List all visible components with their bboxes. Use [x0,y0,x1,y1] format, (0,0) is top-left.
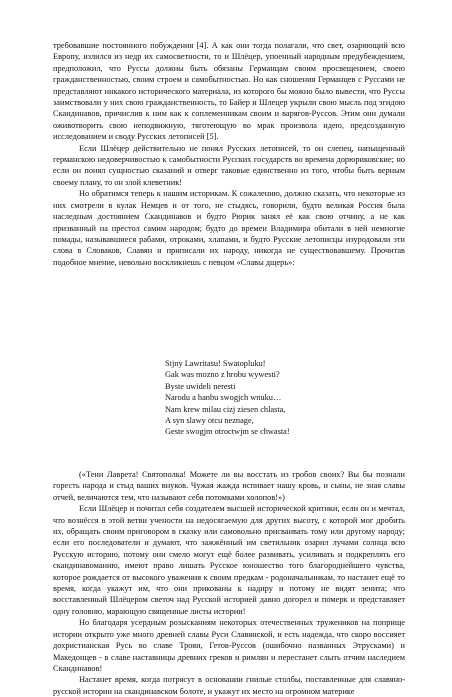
poem-line: Narodu a hanbu swogjch wnuku… [165,393,282,403]
text-block-top [53,40,405,268]
paragraph: Но обратимся теперь к нашим историкам. К сожалению, должно сказать, что некоторые из них смотрели в кулак Немцев и от того, не стыдясь, говорили, будто великая Россия была наследным достоянием Скандинавов и будто Рюрик занял её как свою отчину, а не как призванный на престол самим народом; будто до времен Владимира обитали в ней немногие помады, называвшиеся рабами, отроками, хлапами, и будто Русские летописцы изуродовали эти слова в Словаков, Славян и приписали их народу, никогда не существовавшему. Прочитав подобное мнение, невольно воскликнешь с певцом «Славы дщерь»: [53,189,405,267]
text-block-bottom [53,469,405,697]
paragraph: требовавшие постоянного побуждения [4]. А как они тогда полагали, что свет, озаряющий всю Европу, излился из недр их самосветности, то и Шлёцер, упоенный народным предубеждением, предположил, что Руссы должны быть обязаны Германцам своим просвещением, своею гражданственностью, своим строем и самобытностью. Но как сношения Германцев с Руссами не представляют никакого исторического материала, из которого бы можно было вывести, что Руссы заимствовали у них свою гражданственность, то Байер и Шлецер укрыли свою мысль под эгидою Скандинавов, причислив к ним как к соплеменникам своим и варягов-Руссов. Этим они думали оживотворить свою неподвижную, тяготеющую во мрак произвола идею, предсозданную исследованием и своду Русских летописей [5]. [53,41,405,142]
poem-line: A syn slawy otcu neznage, [165,416,254,426]
paragraph: Если Шлёцер действительно не понял Русских летописей, то он слепец, напыщенный германскою недоверчивостью к самобытности Русских государств во времена дорюриковские; но если он понял сущностью сказаний и отверг таковые единственно из того, чтобы быть верным своему плану, то он злой клеветник! [53,143,405,187]
poem-line: Stjny Lawritasu! Swatopluku! [165,359,266,368]
paragraph: Но благодаря усердным розысканиям некоторых отечественных тружеников на поприще истории открыто уже много древней славы Руси Славянской, и есть надежда, что скоро воссияет дохристианская Русь во славе Трояи, Гетов-Руссов (ошибочно названных Этрусками) и Македонцев - в славе наставницы древних греков и римлян и перестанет слыть отчим наследием Скандинавов! [53,618,405,673]
poem-line: Byste uwideli neresti [165,381,236,391]
poem-block [165,358,365,438]
paragraph: («Тени Лаврета! Святополка! Можете ли вы восстать из гробов своих? Вы бы познали горесть народа и стыд ваших внуков. Чужая жажда испивает нашу кровь, и сыны, не зная славы отчей, величаются тем, что называют себя потомками холопов!») [53,470,405,502]
poem-line: Geste swogjm otroctwjm se chwasta! [165,427,290,437]
paragraph: Настанет время, когда потрясут в основании гнилые столбы, поставленные для славяно-русской истории на скандинавском болоте, и укажут их место на огромном материке [53,675,405,696]
poem-line: Nam krew milau cizj ziesen chlasta, [165,404,286,414]
paragraph: Если Шлёцер и почитал себя создателем высшей исторической критики, если он и мечтал, что вознёсся в этой ветви учености на недосягаемую для других высоту, с которой мог дробить их, обращать своим приговором в сказку или самовольно присваивать тому или другому народу; если его последователи и думают, что зажжённый им светильник озарил лучами солнца всю Русскую историю, потому они смело могут ещё более развивать, усиливать и подкреплять его скандинавоманию, имеют право лишать Русское юношество того благороднейшего чувства, которое рождается от высокого уважения к своим предкам - родоначальникам, то настанет ещё то время, когда укажут им, что они прикованы к надиру и потому не видят зенита; что восставленный Шлёцером светоч над Русской историей давно догорел и померк и представляет одну головню, марающую священные листы истории! [53,504,405,616]
poem-line: Gak was mozno z hrobu wywesti? [165,370,280,380]
